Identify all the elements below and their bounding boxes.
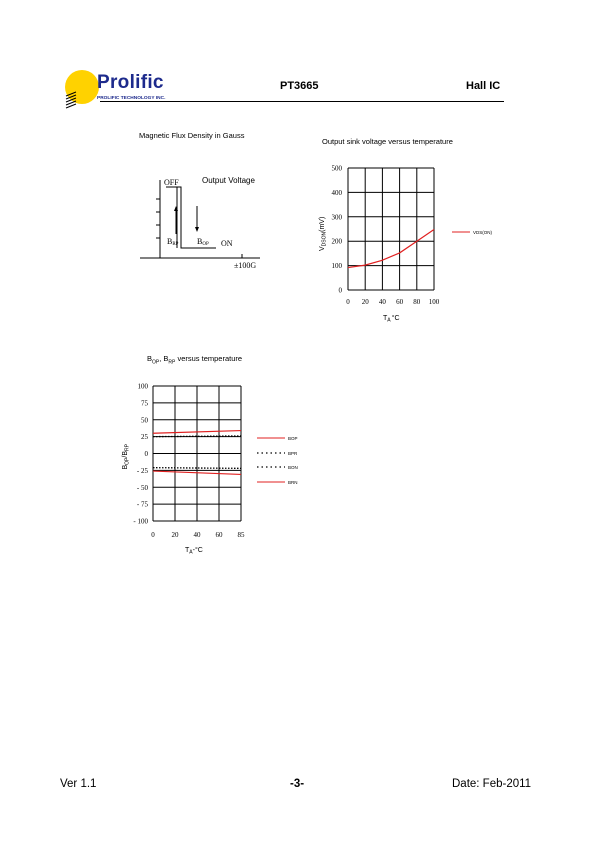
y-tick-label: 400 — [331, 188, 342, 197]
y-tick-label: 100 — [331, 262, 342, 271]
y-tick-label: 300 — [331, 213, 342, 222]
vdson-chart — [300, 156, 510, 326]
footer-page-number: -3- — [290, 778, 305, 790]
off-label: OFF — [164, 178, 179, 187]
header-rule — [100, 101, 504, 102]
x-tick-label: 85 — [237, 531, 245, 539]
x-axis-label: $T_A-^\circ C$ — [185, 547, 203, 556]
y-axis-label: $V_{DSON}(mV)$ — [319, 216, 328, 251]
x-tick-label: 20 — [171, 531, 179, 539]
hysteresis-loop — [166, 187, 216, 248]
legend-label: BOP — [288, 436, 298, 441]
y-tick-label: - 50 — [136, 483, 148, 492]
y-tick-label: 200 — [331, 237, 342, 246]
bop-brp-chart — [110, 375, 310, 565]
y-tick-label: 0 — [144, 450, 148, 458]
series-line-vdson — [348, 229, 434, 267]
logo-wordmark: Prolific — [97, 72, 164, 93]
legend-label: VDS(ON) — [473, 230, 492, 235]
x-tick-label: 0 — [151, 531, 155, 539]
bop-label: BOP — [197, 237, 209, 247]
chart2-title: $B_{OP}$, $B_{RP}$ versus temperature — [147, 354, 243, 366]
brp-label: BRP — [167, 237, 179, 247]
x-tick-label: 40 — [193, 531, 201, 539]
arrow-down-icon — [195, 227, 199, 232]
axis-range-label: ±100G — [234, 261, 257, 270]
chart1-title: Output sink voltage versus temperature — [322, 137, 453, 146]
y-tick-label: 50 — [141, 416, 148, 425]
on-label: ON — [221, 239, 233, 248]
y-tick-label: 500 — [331, 164, 342, 173]
company-logo — [60, 66, 180, 110]
device-type: Hall IC — [466, 80, 501, 92]
output-voltage-label: Output Voltage — [202, 176, 255, 185]
x-tick-label: 0 — [346, 298, 350, 306]
y-tick-label: - 100 — [133, 517, 148, 526]
legend-label: BON — [288, 465, 298, 470]
footer-date: Date: Feb-2011 — [452, 778, 532, 790]
legend-label: BPR — [288, 451, 298, 456]
x-tick-label: 60 — [215, 531, 223, 539]
y-axis-label: $B_{OP}/B_{RP}$ — [122, 444, 131, 470]
x-tick-label: 60 — [396, 298, 404, 306]
x-tick-label: 80 — [413, 298, 421, 306]
x-tick-label: 100 — [428, 298, 440, 306]
legend-label: BRN — [288, 480, 298, 485]
y-tick-label: 75 — [141, 399, 148, 408]
y-tick-label: 25 — [141, 433, 148, 442]
logo-subtitle: PROLIFIC TECHNOLOGY INC. — [97, 96, 166, 101]
x-axis-label: $T_A$ °C — [383, 315, 400, 324]
x-tick-label: 40 — [378, 298, 386, 306]
y-tick-label: 0 — [338, 286, 342, 295]
part-number: PT3665 — [280, 80, 319, 92]
x-tick-label: 20 — [361, 298, 369, 306]
y-tick-label: - 75 — [136, 500, 148, 509]
hysteresis-diagram — [140, 168, 270, 273]
y-tick-label: 100 — [137, 382, 148, 391]
footer-version: Ver 1.1 — [60, 778, 97, 790]
diagram-caption: Magnetic Flux Density in Gauss — [139, 131, 245, 140]
y-tick-label: - 25 — [136, 466, 148, 475]
